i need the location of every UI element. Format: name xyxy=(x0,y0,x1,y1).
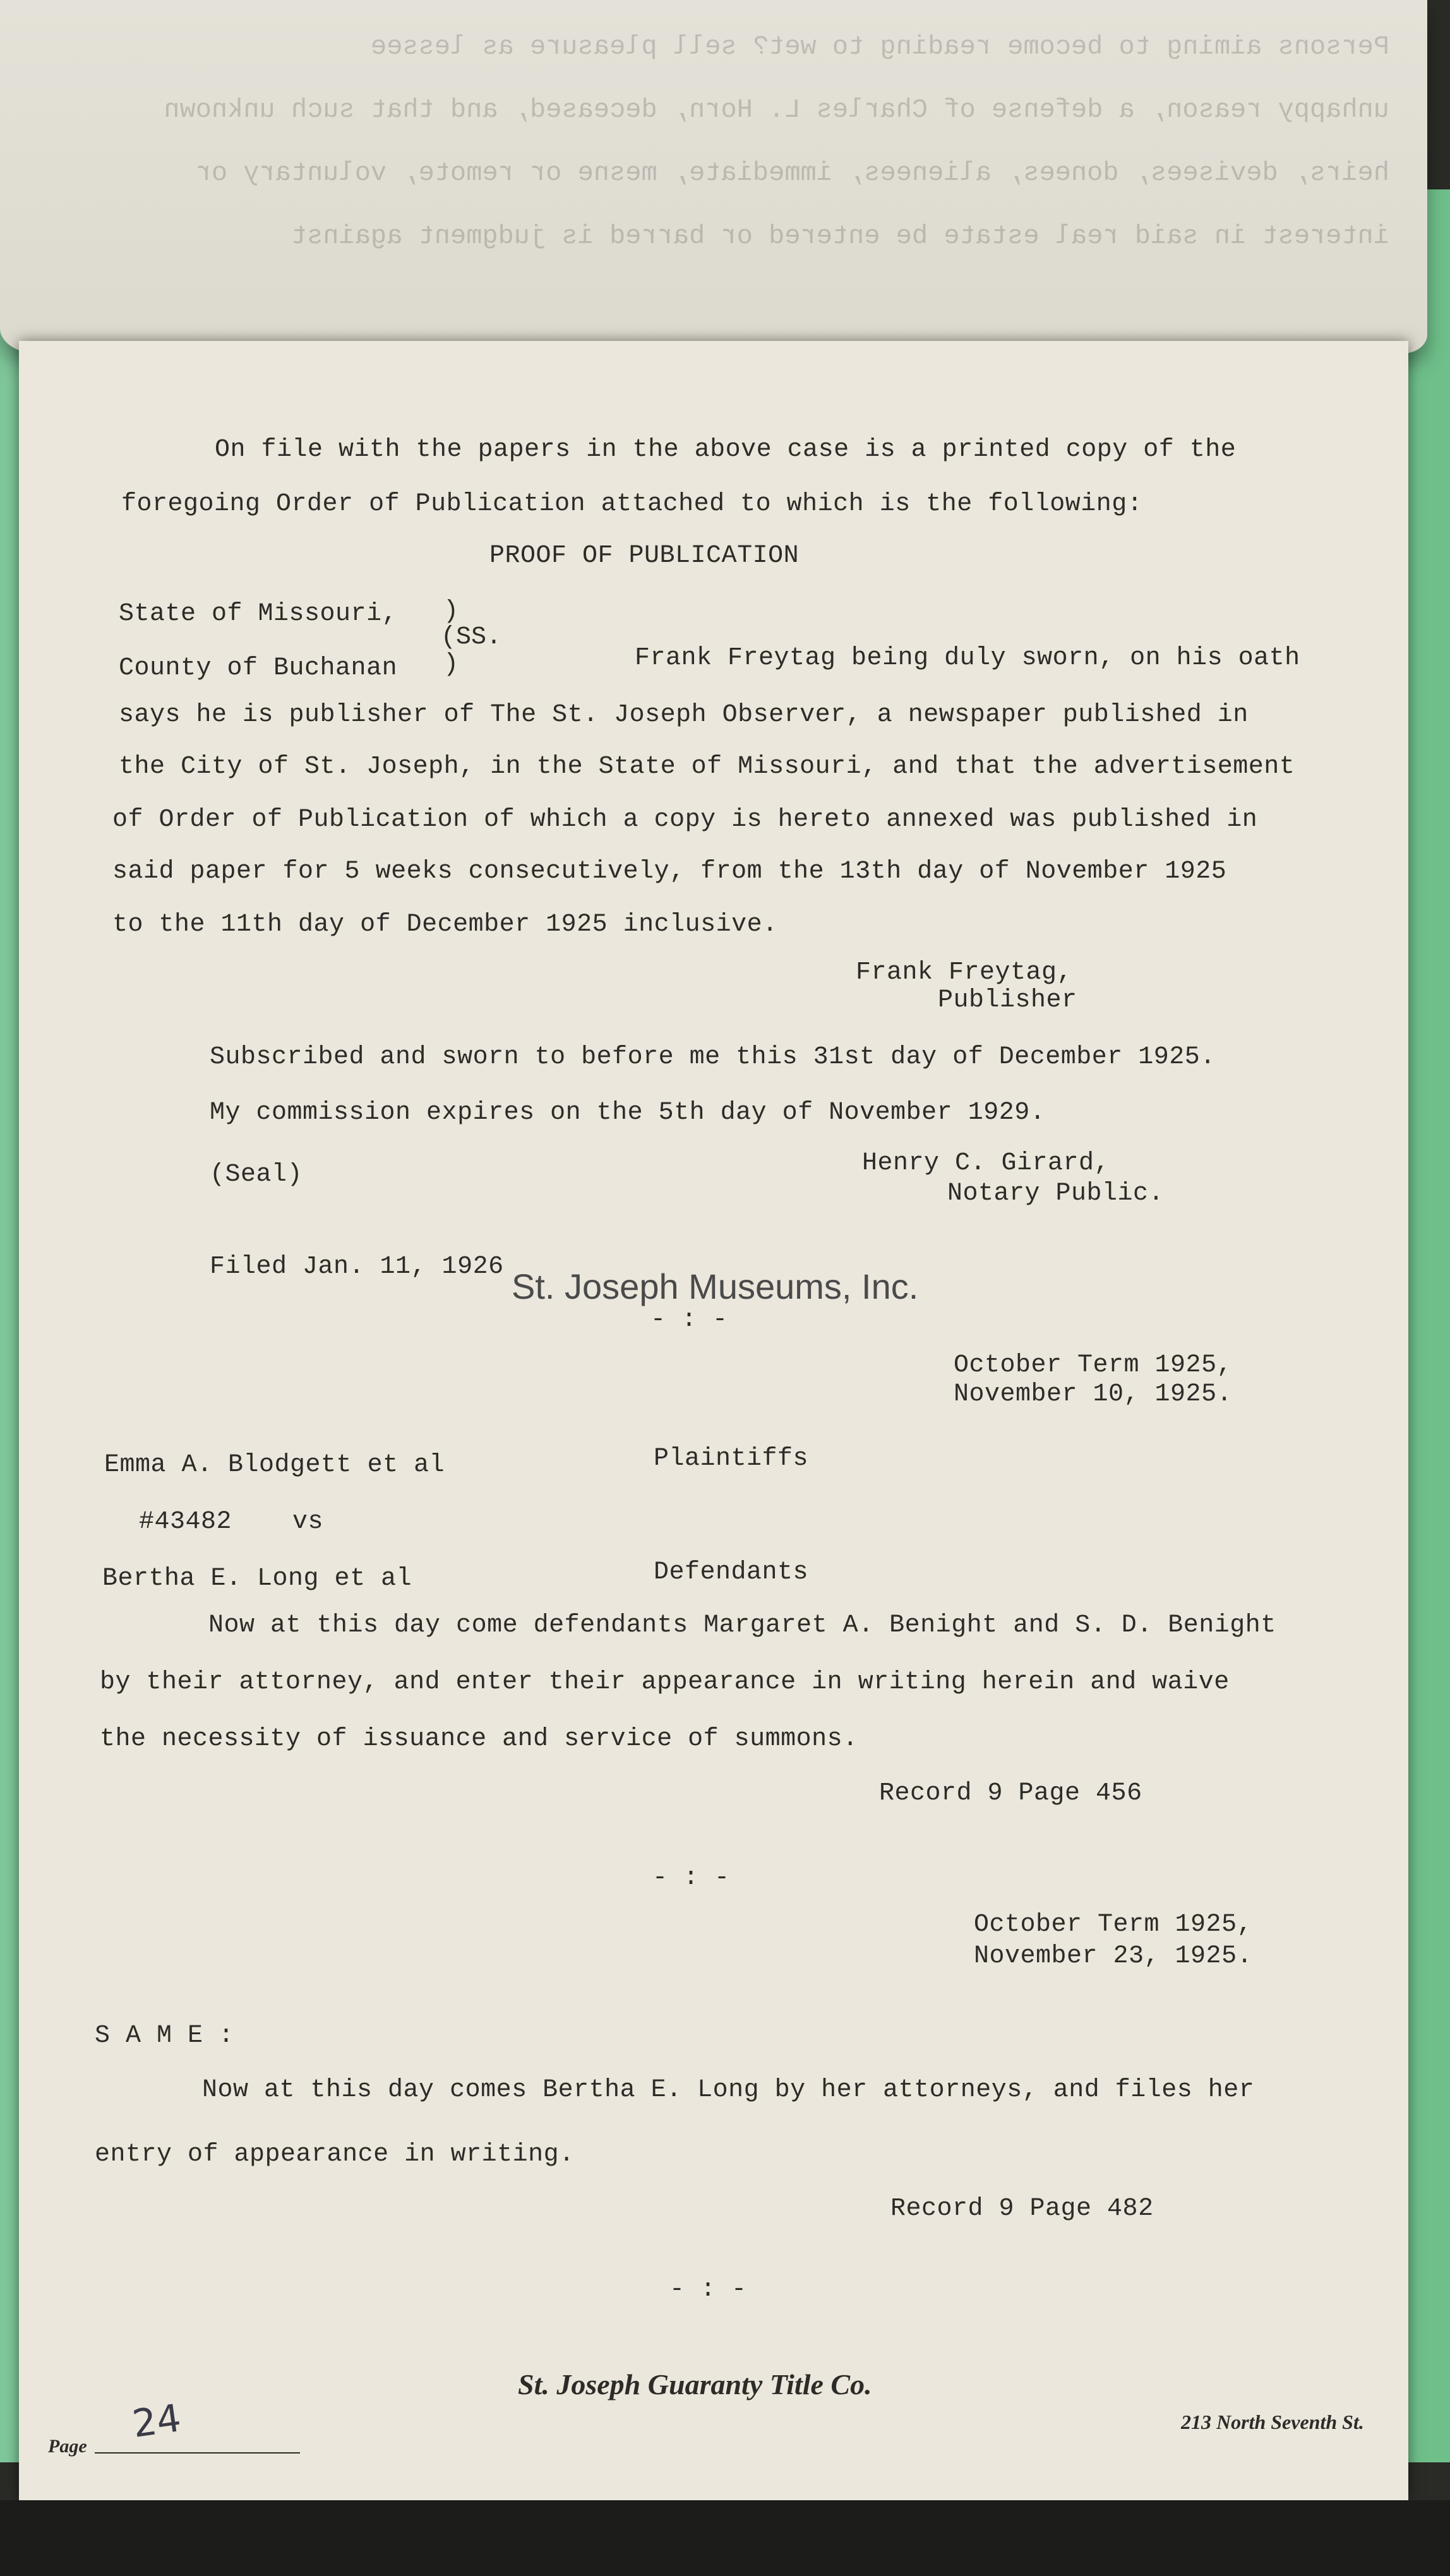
case-number: #43482 xyxy=(139,1508,232,1536)
venue-state: State of Missouri, xyxy=(119,600,398,628)
seal-label: (Seal) xyxy=(210,1160,303,1189)
subscribed-line: Subscribed and sworn to before me this 31st day of December 1925. xyxy=(210,1043,1216,1071)
museum-watermark: St. Joseph Museums, Inc. xyxy=(512,1267,919,1306)
document-page xyxy=(19,341,1408,2500)
affidavit-line: the City of St. Joseph, in the State of Missouri, and that the advertisement xyxy=(119,753,1295,781)
entry-line: Now at this day comes Bertha E. Long by her attorneys, and files her xyxy=(202,2076,1255,2104)
bleed-through-line: interest in said real estate be entered or barred is judgment against xyxy=(291,221,1389,251)
signer-name: Frank Freytag, xyxy=(856,958,1073,987)
venue-ss: (SS. xyxy=(441,623,502,652)
affidavit-line: said paper for 5 weeks consecutively, from the 13th day of November 1925 xyxy=(112,857,1227,886)
separator: - : - xyxy=(669,2275,747,2304)
page-label: Page xyxy=(48,2436,87,2457)
case-defendant: Bertha E. Long et al xyxy=(102,1565,412,1593)
entry-line: Now at this day come defendants Margaret A. Benight and S. D. Benight xyxy=(208,1611,1276,1640)
term-line: October Term 1925, xyxy=(974,1911,1253,1939)
entry-line: the necessity of issuance and service of summons. xyxy=(100,1725,858,1753)
affidavit-line: Frank Freytag being duly sworn, on his oath xyxy=(635,644,1300,672)
entry-line: entry of appearance in writing. xyxy=(95,2140,575,2169)
record-reference: Record 9 Page 482 xyxy=(890,2195,1154,2223)
folder-edge-right xyxy=(1406,189,1450,2462)
handwritten-page-number: 24 xyxy=(129,2396,184,2447)
term-line: November 23, 1925. xyxy=(974,1942,1253,1971)
same-label: S A M E : xyxy=(95,2022,234,2050)
case-defendant-role: Defendants xyxy=(654,1558,809,1587)
bleed-through-line: Persons aiming to become reading to wet? sell pleasure as lessee xyxy=(370,32,1389,62)
case-plaintiff: Emma A. Blodgett et al xyxy=(104,1451,445,1479)
signer-title: Publisher xyxy=(938,986,1077,1015)
previous-page xyxy=(0,0,1427,354)
venue-county: County of Buchanan xyxy=(119,654,398,683)
case-plaintiff-role: Plaintiffs xyxy=(654,1445,809,1473)
case-vs: vs xyxy=(292,1508,324,1536)
notary-name: Henry C. Girard, xyxy=(862,1149,1110,1178)
page-number-rule xyxy=(95,2452,300,2454)
proof-heading: PROOF OF PUBLICATION xyxy=(489,542,800,570)
intro-line: foregoing Order of Publication attached to which is the following: xyxy=(121,490,1143,518)
venue-paren: ) xyxy=(443,597,459,626)
separator: - : - xyxy=(652,1864,730,1892)
affidavit-line: says he is publisher of The St. Joseph Observer, a newspaper published in xyxy=(119,701,1249,729)
intro-line: On file with the papers in the above case is a printed copy of the xyxy=(215,436,1237,464)
bleed-through-line: unhappy reason, a defense of Charles L. Horn, deceased, and that such unknown xyxy=(164,95,1389,125)
footer-company: St. Joseph Guaranty Title Co. xyxy=(518,2368,872,2400)
entry-line: by their attorney, and enter their appearance in writing herein and waive xyxy=(100,1668,1230,1696)
bleed-through-line: heirs, devisees, donees, alienees, immediate, mesne or remote, voluntary or xyxy=(195,158,1389,188)
footer-address: 213 North Seventh St. xyxy=(1181,2411,1364,2433)
record-reference: Record 9 Page 456 xyxy=(879,1779,1142,1808)
background-shadow xyxy=(0,2500,1450,2576)
filed-line: Filed Jan. 11, 1926 xyxy=(210,1253,504,1281)
affidavit-line: of Order of Publication of which a copy is hereto annexed was published in xyxy=(112,806,1258,834)
term-line: November 10, 1925. xyxy=(954,1380,1233,1409)
notary-title: Notary Public. xyxy=(947,1179,1165,1208)
separator: - : - xyxy=(650,1306,728,1334)
term-line: October Term 1925, xyxy=(954,1351,1233,1380)
affidavit-line: to the 11th day of December 1925 inclusive. xyxy=(112,910,778,939)
commission-line: My commission expires on the 5th day of November 1929. xyxy=(210,1099,1046,1127)
venue-paren: ) xyxy=(443,650,459,679)
